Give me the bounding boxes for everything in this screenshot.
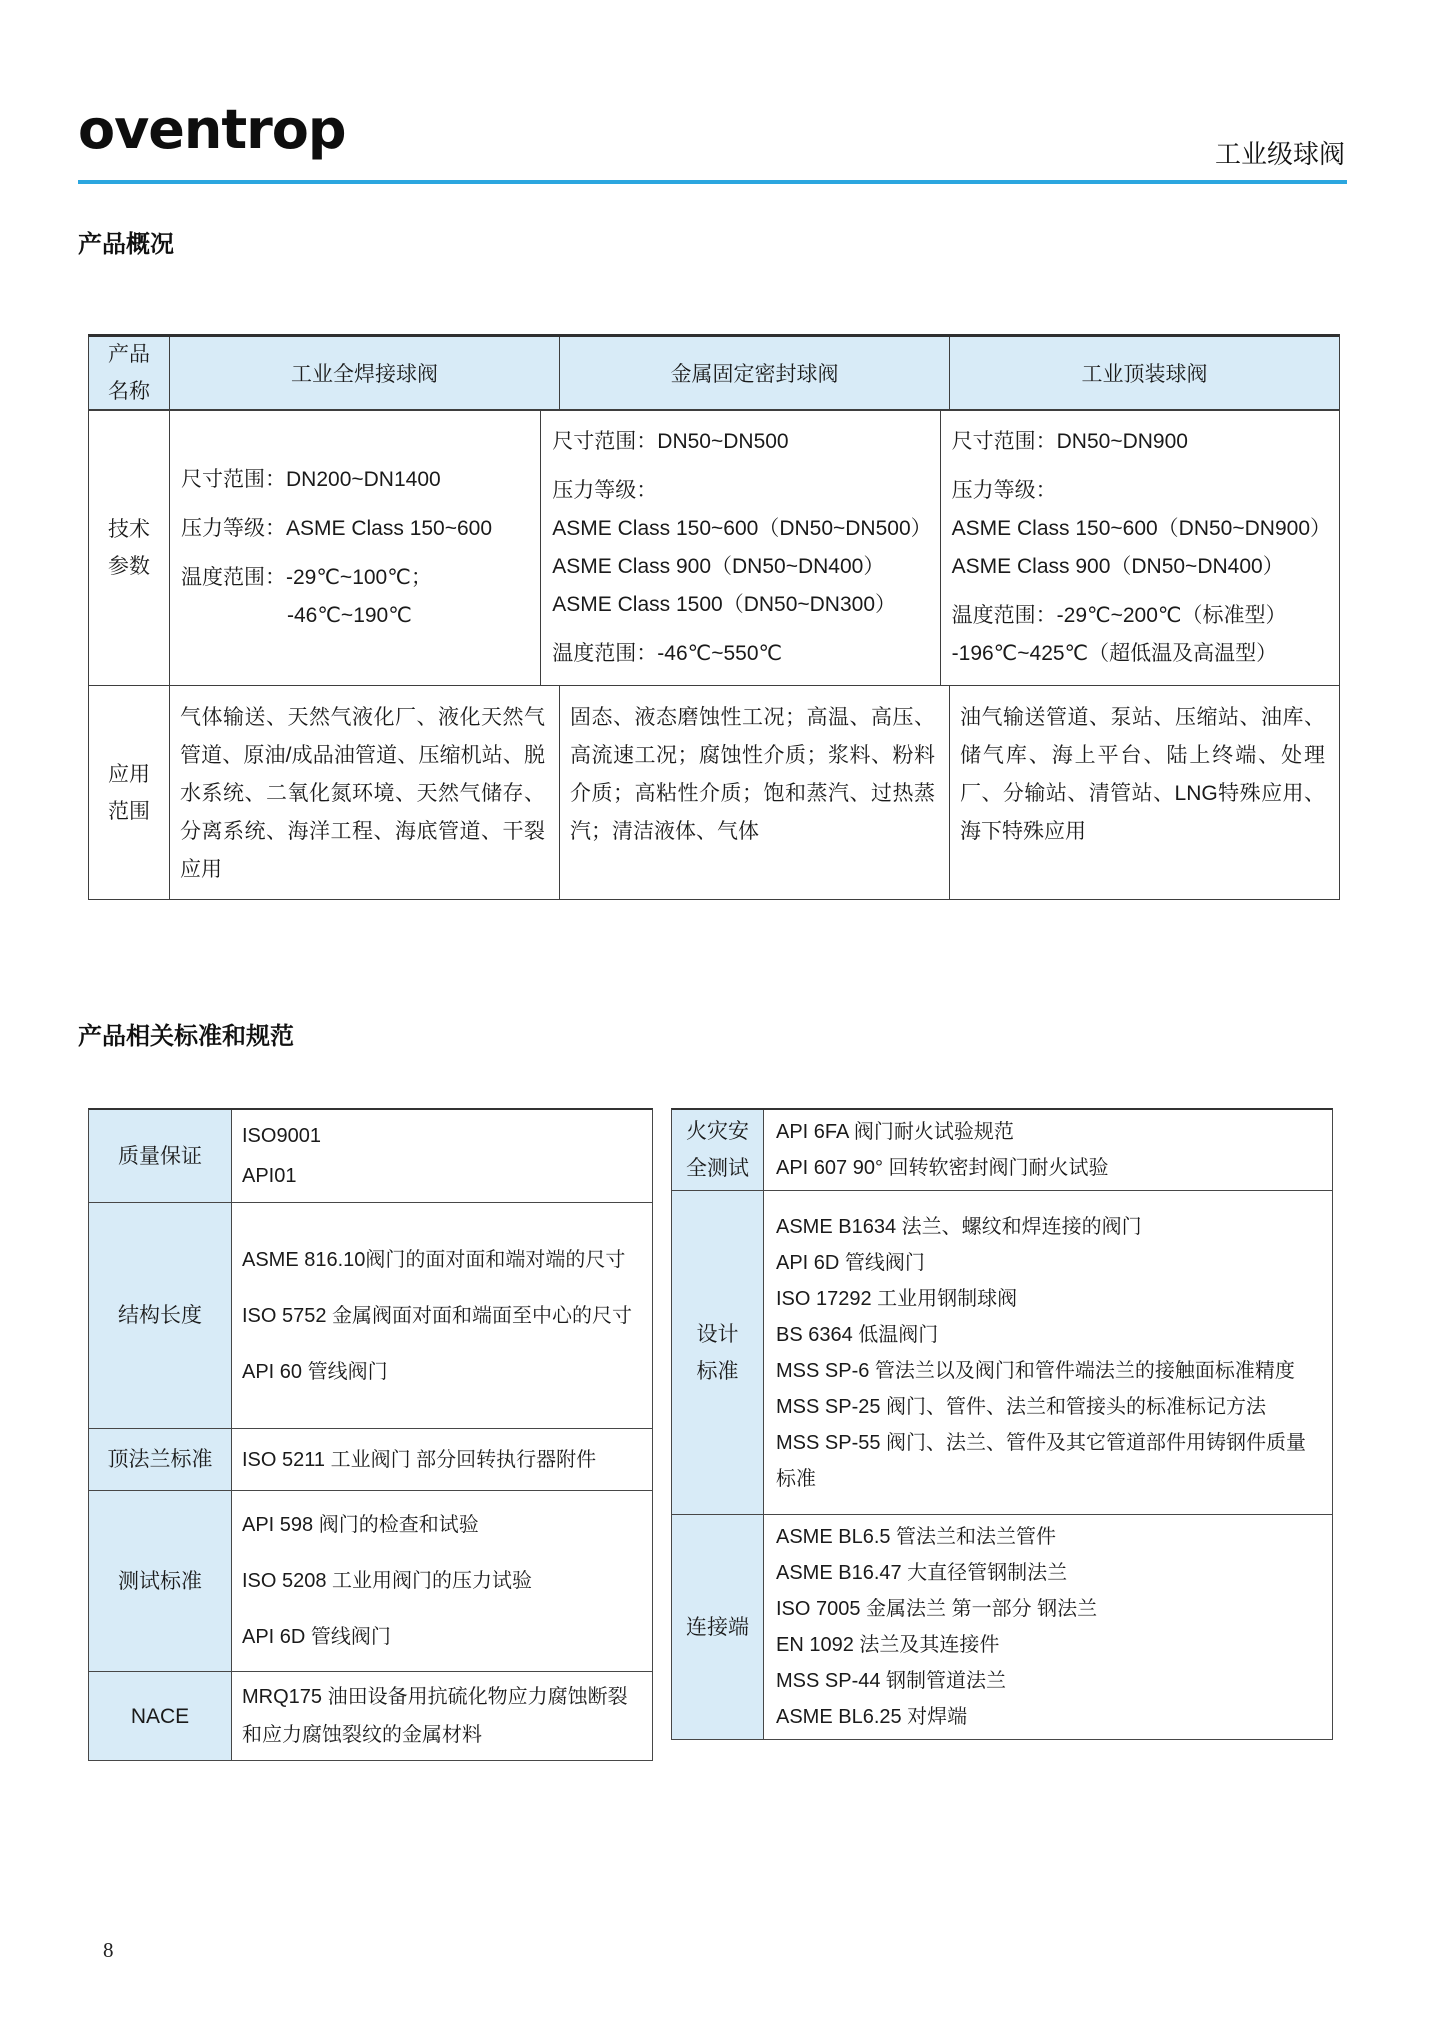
- design-standard-row: [672, 1190, 1332, 1514]
- app-cell-top-entry: 油气输送管道、泵站、压缩站、油库、储气库、海上平台、陆上终端、处理厂、分输站、清管站、LNG特殊应用、海下特殊应用: [949, 686, 1339, 899]
- standard-item: API 60 管线阀门: [242, 1360, 388, 1383]
- tech-label-line1: 技术: [108, 518, 150, 541]
- standards-table-right: [671, 1108, 1333, 1740]
- fire-safe-label-line2: 全测试: [686, 1157, 749, 1180]
- standard-item: API01: [242, 1165, 297, 1187]
- overview-header-row: [89, 337, 1339, 411]
- applications-row: [89, 685, 1339, 899]
- temp-range-line2: -196℃~425℃（超低温及高温型）: [951, 642, 1278, 665]
- app-cell-fully-welded: 气体输送、天然气液化厂、液化天然气管道、原油/成品油管道、压缩机站、脱水系统、二氧化氮环境、天然气储存、分离系统、海洋工程、海底管道、干裂应用: [169, 686, 559, 899]
- tech-cell-top-entry: [940, 411, 1339, 685]
- standard-item: ISO9001: [242, 1125, 321, 1147]
- test-standard-content: [232, 1491, 652, 1671]
- brand-logo: oventrop: [78, 98, 346, 161]
- product-header-fully-welded: 工业全焊接球阀: [169, 337, 559, 409]
- standard-item: ISO 5211 工业阀门 部分回转执行器附件: [242, 1448, 597, 1471]
- standard-item: API 6FA 阀门耐火试验规范: [776, 1121, 1014, 1143]
- standard-item: ASME B1634 法兰、螺纹和焊连接的阀门: [776, 1215, 1142, 1238]
- top-flange-standard-content: [232, 1429, 652, 1490]
- connection-end-label-line1: 连接端: [686, 1615, 749, 1639]
- standard-item: API 607 90° 回转软密封阀门耐火试验: [776, 1157, 1109, 1179]
- standards-table-left: [88, 1108, 653, 1761]
- fire-safe-label-line1: 火灾安: [686, 1120, 749, 1143]
- standard-item: MRQ175 油田设备用抗硫化物应力腐蚀断裂和应力腐蚀裂纹的金属材料: [242, 1686, 628, 1746]
- tech-cell-fully-welded: [169, 411, 540, 685]
- standard-item: API 6D 管线阀门: [776, 1251, 925, 1274]
- standard-item: ISO 5752 金属阀面对面和端面至中心的尺寸: [242, 1304, 633, 1327]
- temp-range-line: 温度范围：-29℃~100℃；: [181, 566, 432, 589]
- connection-end-content: [764, 1515, 1332, 1739]
- pressure-class-label: 压力等级：: [951, 479, 1057, 502]
- pressure-class-3: ASME Class 1500（DN50~DN300）: [552, 593, 897, 616]
- quality-assurance-label: 质量保证: [89, 1110, 232, 1202]
- top-flange-standard-label: 顶法兰标准: [89, 1429, 232, 1490]
- page-number: 8: [103, 1938, 114, 1962]
- product-name-line1: 产品: [108, 343, 150, 366]
- pressure-class-1: ASME Class 150~600（DN50~DN900）: [951, 517, 1331, 540]
- structure-length-label: 结构长度: [89, 1203, 232, 1428]
- nace-content: [232, 1672, 652, 1760]
- temp-range-line: 温度范围：-29℃~200℃（标准型）: [951, 604, 1287, 627]
- standard-item: ISO 17292 工业用钢制球阀: [776, 1287, 1018, 1310]
- app-label-line2: 范围: [108, 799, 150, 823]
- connection-end-label: [672, 1515, 764, 1739]
- section-title-standards: 产品相关标准和规范: [78, 1023, 294, 1050]
- applications-label-cell: [89, 686, 169, 899]
- tech-params-row: [89, 411, 1339, 685]
- quality-assurance-row: [89, 1110, 652, 1202]
- standard-item: MSS SP-25 阀门、管件、法兰和管接头的标准标记方法: [776, 1395, 1267, 1418]
- page-topic: 工业级球阀: [1214, 139, 1345, 169]
- fire-safe-test-content: [764, 1110, 1332, 1190]
- standard-item: EN 1092 法兰及其连接件: [776, 1634, 1000, 1656]
- test-standard-label: 测试标准: [89, 1491, 232, 1671]
- standard-item: ISO 5208 工业用阀门的压力试验: [242, 1570, 533, 1592]
- structure-length-content: [232, 1203, 652, 1428]
- size-range-line: 尺寸范围：DN50~DN900: [951, 430, 1188, 453]
- standard-item: MSS SP-55 阀门、法兰、管件及其它管道部件用铸钢件质量标准: [776, 1431, 1307, 1490]
- standard-item: MSS SP-6 管法兰以及阀门和管件端法兰的接触面标准精度: [776, 1359, 1295, 1382]
- structure-length-row: [89, 1202, 652, 1428]
- tech-label-line2: 参数: [108, 555, 150, 578]
- header-rule: [78, 180, 1347, 184]
- temp-range-line2: -46℃~190℃: [287, 604, 412, 627]
- design-label-line1: 设计: [696, 1322, 739, 1346]
- pressure-class-1: ASME Class 150~600（DN50~DN500）: [552, 517, 932, 540]
- quality-assurance-content: [232, 1110, 652, 1202]
- standard-item: ASME B16.47 大直径管钢制法兰: [776, 1562, 1068, 1584]
- connection-end-row: [672, 1514, 1332, 1739]
- product-header-metal-seated: 金属固定密封球阀: [559, 337, 949, 409]
- tech-params-label-cell: [89, 411, 169, 685]
- product-overview-table: [88, 334, 1340, 900]
- pressure-class-label: 压力等级：: [552, 479, 658, 502]
- standard-item: ASME BL6.5 管法兰和法兰管件: [776, 1526, 1057, 1548]
- pressure-class-line: 压力等级：ASME Class 150~600: [181, 517, 493, 540]
- standard-item: MSS SP-44 钢制管道法兰: [776, 1670, 1007, 1692]
- product-name-line2: 名称: [108, 380, 150, 403]
- app-cell-metal-seated: 固态、液态磨蚀性工况；高温、高压、高流速工况；腐蚀性介质；浆料、粉料介质；高粘性介质；饱和蒸汽、过热蒸汽；清洁液体、气体: [559, 686, 949, 899]
- size-range-line: 尺寸范围：DN200~DN1400: [181, 468, 441, 491]
- section-title-overview: 产品概况: [78, 231, 174, 258]
- size-range-line: 尺寸范围：DN50~DN500: [552, 430, 789, 453]
- standard-item: API 598 阀门的检查和试验: [242, 1514, 479, 1536]
- product-name-header-cell: [89, 337, 169, 409]
- test-standard-row: [89, 1490, 652, 1671]
- fire-safe-test-row: [672, 1110, 1332, 1190]
- product-header-top-entry: 工业顶装球阀: [949, 337, 1339, 409]
- app-label-line1: 应用: [108, 762, 150, 786]
- nace-row: [89, 1671, 652, 1760]
- design-label-line2: 标准: [696, 1359, 739, 1383]
- standard-item: BS 6364 低温阀门: [776, 1323, 939, 1346]
- fire-safe-test-label: [672, 1110, 764, 1190]
- pressure-class-2: ASME Class 900（DN50~DN400）: [552, 555, 885, 578]
- nace-label: NACE: [89, 1672, 232, 1760]
- design-standard-label: [672, 1191, 764, 1514]
- temp-range-line: 温度范围：-46℃~550℃: [552, 642, 783, 665]
- tech-cell-metal-seated: [540, 411, 939, 685]
- standard-item: ASME 816.10阀门的面对面和端对端的尺寸: [242, 1248, 626, 1271]
- standard-item: ISO 7005 金属法兰 第一部分 钢法兰: [776, 1598, 1098, 1620]
- standard-item: ASME BL6.25 对焊端: [776, 1706, 968, 1728]
- design-standard-content: [764, 1191, 1332, 1514]
- pressure-class-2: ASME Class 900（DN50~DN400）: [951, 555, 1284, 578]
- standard-item: API 6D 管线阀门: [242, 1626, 391, 1648]
- top-flange-standard-row: [89, 1428, 652, 1490]
